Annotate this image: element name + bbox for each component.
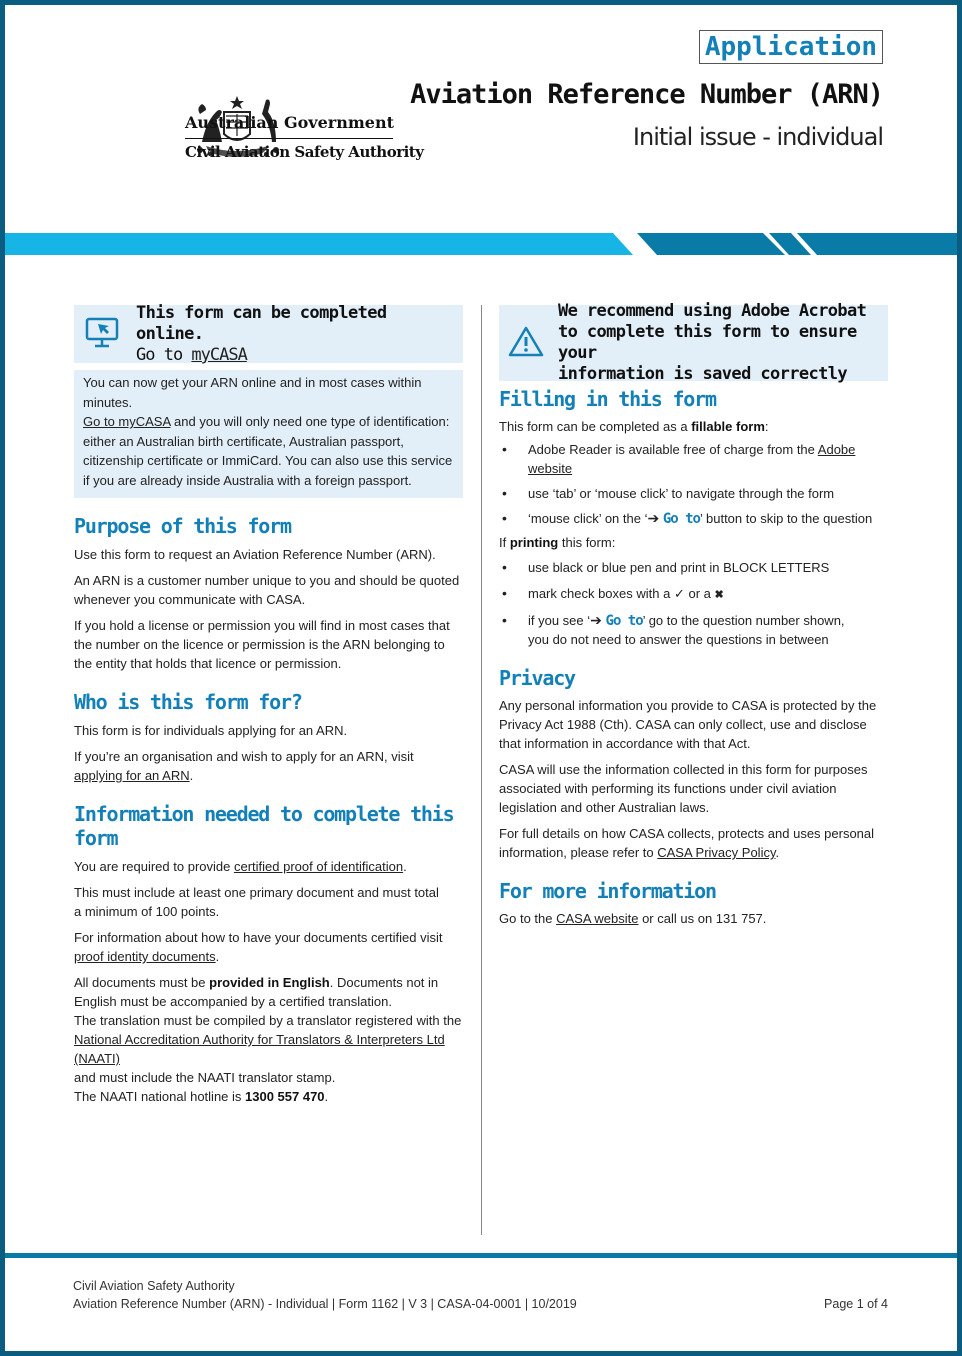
application-badge: Application — [699, 30, 883, 64]
privacy-p3-end: . — [775, 845, 780, 860]
purpose-p3: If you hold a license or permission you will find in most cases that the number on the licence or permission is the ARN belonging to the entity that holds that licence or permission. — [74, 618, 450, 671]
c3-c: you do not need to answer the questions in between — [528, 632, 829, 647]
fillable-form-bold: fillable form — [691, 419, 765, 434]
info-p1-text: You are required to provide — [74, 859, 234, 874]
naati-phone: 1300 557 470 — [245, 1089, 325, 1104]
info-p1 — [74, 857, 463, 876]
footer-form-info: Aviation Reference Number (ARN) - Individual | Form 1162 | V 3 | CASA-04-0001 | 10/2019 — [73, 1297, 577, 1311]
authority-name: Civil Aviation Safety Authority — [185, 143, 424, 161]
acrobat-warning-text — [558, 301, 888, 385]
go-to-mycasa-link[interactable]: Go to myCASA — [83, 414, 171, 429]
c3-b: ’ go to the question number shown, — [642, 613, 845, 628]
casa-privacy-policy-link[interactable]: CASA Privacy Policy — [657, 845, 776, 860]
online-info-rest: and you will only need one type of identification: either an Australian birth certificate, Australian passport, citizenship certificate or ImmiCard. You can also use this service if you are already inside Australia with a foreign passport. — [83, 414, 453, 488]
info-p4-bold: provided in English — [209, 975, 330, 990]
who-p2 — [74, 747, 463, 785]
filling-intro-text: This form can be completed as a — [499, 419, 692, 434]
more-info-heading: For more information — [499, 879, 716, 903]
applying-for-arn-link[interactable]: applying for an ARN — [74, 768, 190, 783]
c2-a: mark check boxes with a — [528, 586, 674, 601]
goto-text: Go to — [136, 345, 192, 365]
form-title: Aviation Reference Number (ARN) — [410, 79, 883, 110]
who-p2-text: If you’re an organisation and wish to apply for an ARN, visit — [74, 749, 414, 764]
who-p2-end: . — [189, 768, 194, 783]
more-info-end: or call us on 131 757. — [638, 911, 767, 926]
info-p4a: All documents must be — [74, 975, 210, 990]
online-info-line1: You can now get your ARN online and in most cases within minutes. — [83, 375, 422, 410]
right-column — [499, 301, 888, 928]
footer-org: Civil Aviation Safety Authority — [73, 1279, 235, 1293]
proof-identity-link[interactable]: proof identity documents — [74, 949, 216, 964]
privacy-p3 — [499, 824, 888, 862]
info-needed-heading: Information needed to complete this form — [74, 802, 454, 850]
filling-heading: Filling in this form — [499, 387, 716, 411]
info-p3 — [74, 928, 463, 966]
purpose-p2: An ARN is a customer number unique to you and should be quoted whenever you communicate with CASA. — [74, 573, 460, 607]
goto-label: Go to — [605, 613, 643, 629]
warning-icon — [508, 325, 544, 362]
online-callout-goto — [136, 345, 463, 365]
b3-text-b: ’ button to skip to the question — [699, 511, 873, 526]
privacy-heading: Privacy — [499, 666, 575, 690]
info-p4b: . Documents not in English must be accompanied by a certified translation. — [74, 975, 439, 1009]
filling-intro-end: : — [764, 419, 769, 434]
goto-label: Go to — [662, 511, 700, 527]
printing-intro — [499, 533, 888, 552]
certified-proof-link[interactable]: certified proof of identification — [233, 859, 404, 874]
b1-text: Adobe Reader is available free of charge from the — [528, 442, 818, 457]
form-subtitle: Initial issue - individual — [632, 123, 883, 151]
online-callout-heading: This form can be completed online. — [136, 303, 387, 344]
logo-divider — [185, 138, 393, 139]
list-item — [499, 584, 888, 605]
info-p2 — [74, 883, 463, 921]
list-item: • use ‘tab’ or ‘mouse click’ to navigate through the form — [499, 484, 888, 503]
info-p1-end: . — [403, 859, 407, 874]
printing-list — [499, 558, 888, 649]
computer-icon — [84, 316, 120, 353]
list-item — [499, 509, 888, 528]
warning-line1: We recommend using Adobe Acrobat — [558, 301, 867, 321]
info-p4-end: . — [324, 1089, 329, 1104]
header-banner-stripe — [5, 233, 957, 255]
who-heading: Who is this form for? — [74, 690, 302, 714]
left-column — [74, 305, 463, 1106]
info-p4 — [74, 973, 463, 1106]
check-icon: ✓ — [673, 586, 685, 601]
printing-bold: printing — [509, 535, 559, 550]
filling-intro — [499, 417, 888, 436]
cross-icon: ✖ — [714, 589, 724, 601]
warning-line3: information is saved correctly — [558, 364, 848, 384]
column-divider — [481, 305, 482, 1235]
purpose-heading: Purpose of this form — [74, 514, 291, 538]
more-info-text: Go to the — [499, 911, 557, 926]
c3-a: if you see ‘ — [528, 613, 591, 628]
naati-link[interactable]: National Accreditation Authority for Translators & Interpreters Ltd (NAATI) — [74, 1032, 445, 1066]
info-p4c: The translation must be compiled by a translator registered with the — [74, 1013, 462, 1028]
mycasa-link[interactable]: myCASA — [191, 345, 247, 365]
info-p4e: The NAATI national hotline is — [74, 1089, 246, 1104]
b3-text-a: ‘mouse click’ on the ‘ — [528, 511, 648, 526]
info-p4d: and must include the NAATI translator stamp. — [74, 1070, 336, 1085]
fillable-list — [499, 440, 888, 528]
arrow-icon: ➔ — [590, 612, 602, 628]
arrow-icon: ➔ — [647, 510, 660, 526]
privacy-p2: CASA will use the information collected in this form for purposes associated with performing its functions under civil aviation legislation and other Australian laws. — [499, 762, 868, 815]
print-b: this form: — [558, 535, 616, 550]
online-callout — [74, 305, 463, 363]
page-number: Page 1 of 4 — [824, 1297, 888, 1311]
gov-name: Australian Government — [185, 113, 394, 132]
c2-b: or a — [684, 586, 715, 601]
privacy-p1: Any personal information you provide to CASA is protected by the Privacy Act 1988 (Cth). CASA can only collect, use and disclose that information in accordance with that Act. — [499, 698, 877, 751]
online-info-box — [74, 370, 463, 498]
warning-line2: to complete this form to ensure your — [558, 322, 857, 363]
print-a: If — [499, 535, 510, 550]
info-p3-end: . — [215, 949, 220, 964]
info-p2b: a minimum of 100 points. — [74, 904, 220, 919]
casa-website-link[interactable]: CASA website — [556, 911, 639, 926]
privacy-p3-text: For full details on how CASA collects, protects and uses personal information, please refer to — [499, 826, 875, 860]
acrobat-warning-callout — [499, 301, 888, 384]
who-p1: This form is for individuals applying for an ARN. — [74, 723, 348, 738]
list-item — [499, 611, 888, 649]
footer-rule — [5, 1253, 957, 1258]
info-p3-text: For information about how to have your documents certified visit — [74, 930, 443, 945]
list-item — [499, 440, 888, 478]
purpose-p1: Use this form to request an Aviation Reference Number (ARN). — [74, 547, 436, 562]
list-item: • use black or blue pen and print in BLOCK LETTERS — [499, 558, 888, 577]
info-p2a: This must include at least one primary document and must total — [74, 885, 439, 900]
adobe-website-link[interactable]: Adobe website — [528, 442, 856, 476]
more-info-p — [499, 909, 888, 928]
